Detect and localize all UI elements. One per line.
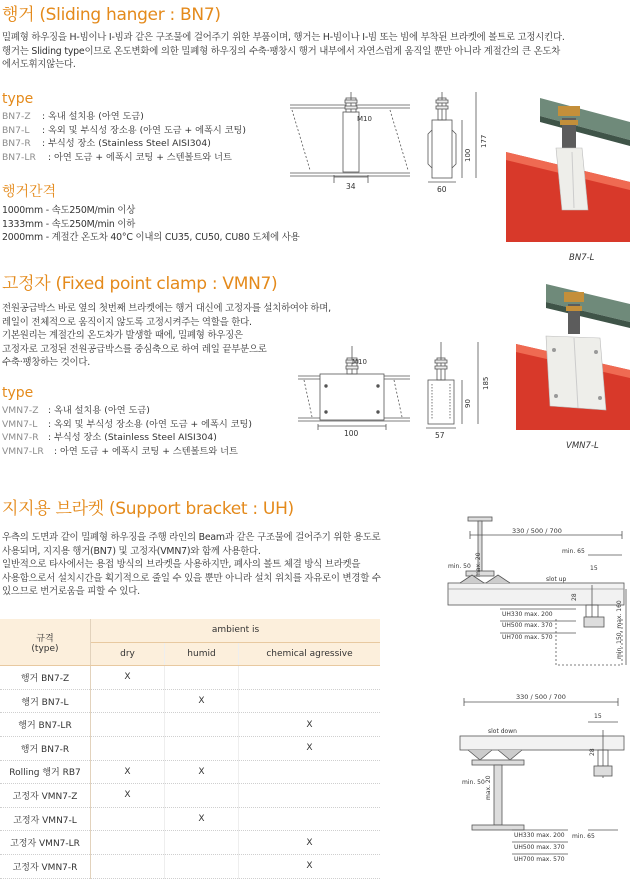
type-row	[2, 110, 246, 124]
dim-label: UH330 max. 200	[502, 611, 553, 618]
table-row	[0, 854, 380, 878]
dim-label: min. 65	[572, 833, 595, 840]
bracket-para-line: 일반적으로 타사에서는 용접 방식의 브라켓을 사용하지만, 폐사의 볼트 체결 방식 브라켓을	[2, 559, 361, 571]
clamp-drawing	[298, 338, 508, 440]
row-name: 행거 BN7-LR	[0, 713, 91, 737]
row-name: 행거 BN7-R	[0, 736, 91, 760]
dim-label: UH700 max. 570	[502, 634, 553, 641]
table-header-chemical: chemical agressive	[239, 642, 381, 666]
dim-label: min. 150, max. 160	[616, 600, 623, 659]
cell-chemical	[239, 760, 381, 784]
table-row	[0, 666, 380, 690]
type-desc: : 옥외 및 부식성 장소용 (아연 도금 + 에폭시 코팅)	[48, 418, 252, 430]
dim-label: 177	[480, 134, 488, 148]
hanger-description	[2, 31, 627, 72]
cell-humid	[165, 666, 239, 690]
table-row	[0, 736, 380, 760]
table-header-ambient: ambient is	[91, 619, 381, 642]
type-row	[2, 431, 252, 445]
cell-chemical: X	[239, 831, 381, 855]
cell-chemical: X	[239, 854, 381, 878]
clamp-para-line: 레일이 전체적으로 움직이지 않도록 고정시켜주는 역할을 한다.	[2, 316, 252, 328]
cell-dry	[91, 831, 165, 855]
cell-humid	[165, 784, 239, 808]
hanger-spacing-list	[2, 204, 299, 245]
cell-dry	[91, 807, 165, 831]
type-code: VMN7-R	[2, 432, 39, 444]
dim-label: 100	[464, 148, 472, 162]
cell-chemical	[239, 666, 381, 690]
dim-label: min. 50	[448, 563, 471, 570]
dim-label: 60	[437, 185, 447, 194]
type-desc: : 부식성 장소 (Stainless Steel AISI304)	[48, 432, 217, 444]
clamp-para-line: 기본원리는 계절간의 온도차가 발생할 때에, 밀폐형 하우징은	[2, 330, 243, 342]
type-code: VMN7-L	[2, 418, 38, 430]
hanger-type-heading: type	[2, 91, 34, 107]
dim-label: min. 65	[562, 548, 585, 555]
bracket-para-line: 우측의 도면과 같이 밀폐형 하우징을 주행 라인의 Beam과 같은 구조물에 걸어주기 위한 용도로	[2, 532, 381, 543]
cell-dry: X	[91, 666, 165, 690]
table-header-humid: humid	[165, 642, 239, 666]
cell-dry	[91, 736, 165, 760]
type-code: BN7-L	[2, 124, 30, 136]
cell-humid	[165, 736, 239, 760]
dim-label: UH330 max. 200	[514, 832, 565, 839]
hanger-para-line: 에서도휘지않는다.	[2, 59, 76, 71]
clamp-para-line: 수축·팽창하는 것이다.	[2, 357, 91, 369]
dim-label: 330 / 500 / 700	[516, 693, 566, 701]
type-desc: : 아연 도금 + 에폭시 코팅 + 스텐볼트와 너트	[54, 445, 238, 457]
type-code: BN7-R	[2, 138, 31, 150]
cell-chemical	[239, 689, 381, 713]
table-header-dry: dry	[91, 642, 165, 666]
clamp-photo-caption: VMN7-L	[566, 441, 599, 451]
type-desc: : 부식성 장소 (Stainless Steel AISI304)	[42, 138, 211, 150]
spacing-line: 1333mm - 속도250M/min 이하	[2, 218, 136, 230]
row-name: 고정자 VMN7-R	[0, 854, 91, 878]
type-desc: : 아연 도금 + 에폭시 코팅 + 스텐볼트와 너트	[48, 151, 232, 163]
bracket-drawing-slot-up	[440, 515, 630, 670]
dim-label: 34	[346, 182, 356, 191]
header-spec-label: 규격	[36, 633, 54, 644]
hanger-title: 행거 (Sliding hanger : BN7)	[2, 5, 221, 25]
clamp-para-line: 전원공급박스 바로 옆의 첫번째 브라켓에는 행거 대신에 고정자를 설치하여야 하며,	[2, 303, 331, 314]
type-desc: : 옥외 및 부식성 장소용 (아연 도금 + 에폭시 코팅)	[42, 124, 246, 136]
hanger-drawing	[290, 90, 500, 195]
dim-label: 15	[590, 565, 598, 572]
hanger-para-line: 행거는 Sliding type이므로 온도변화에 의한 밀폐형 하우징의 수축·팽창시 행거 내부에서 자연스럽게 움직일 뿐만 아니라 계절간의 큰 온도차	[2, 45, 561, 57]
bracket-drawing-slot-down	[448, 690, 630, 870]
row-name: Rolling 행거 RB7	[0, 760, 91, 784]
row-name: 행거 BN7-Z	[0, 666, 91, 690]
cell-humid	[165, 854, 239, 878]
type-row	[2, 151, 246, 165]
row-name: 행거 BN7-L	[0, 689, 91, 713]
type-row	[2, 404, 252, 418]
hanger-photo-caption: BN7-L	[569, 253, 595, 263]
cell-dry	[91, 713, 165, 737]
row-name: 고정자 VMN7-L	[0, 807, 91, 831]
clamp-para-line: 고정자로 고정된 전원공급박스를 중심축으로 하여 레일 끝부분으로	[2, 343, 267, 355]
bracket-title: 지지용 브라켓 (Support bracket : UH)	[2, 499, 294, 519]
cell-humid	[165, 713, 239, 737]
cell-humid: X	[165, 807, 239, 831]
dim-label: max. 20	[485, 775, 492, 800]
dim-label: 330 / 500 / 700	[512, 527, 562, 535]
dim-label: 90	[464, 399, 472, 408]
dim-label: M10	[352, 358, 367, 366]
dim-label: 15	[594, 713, 602, 720]
table-header-spec	[0, 619, 91, 666]
dim-label: max. 20	[475, 552, 482, 577]
bracket-para-line: 사용함으로서 설치시간을 획기적으로 줄일 수 있을 뿐만 아니라 설치 위치를 자유로이 변경할 수	[2, 572, 381, 584]
spacing-line: 1000mm - 속도250M/min 이상	[2, 205, 136, 216]
cell-dry	[91, 854, 165, 878]
header-spec-sub: (type)	[31, 643, 59, 654]
dim-label: UH500 max. 370	[514, 844, 565, 851]
dim-label: 28	[589, 748, 596, 756]
cell-chemical: X	[239, 713, 381, 737]
type-code: BN7-LR	[2, 151, 36, 163]
row-name: 고정자 VMN7-Z	[0, 784, 91, 808]
type-row	[2, 418, 252, 432]
clamp-photo	[516, 280, 630, 430]
cell-chemical	[239, 807, 381, 831]
clamp-type-list	[2, 404, 252, 458]
hanger-spacing-heading: 행거간격	[2, 184, 57, 200]
dim-label: UH700 max. 570	[514, 856, 565, 863]
dim-label: M10	[357, 115, 372, 123]
cell-humid	[165, 831, 239, 855]
dim-label: min. 50	[462, 779, 485, 786]
dim-label: 185	[482, 376, 490, 390]
type-code: VMN7-LR	[2, 445, 44, 457]
cell-humid: X	[165, 689, 239, 713]
cell-dry: X	[91, 760, 165, 784]
cell-dry	[91, 689, 165, 713]
type-desc: : 옥내 설치용 (아연 도금)	[42, 111, 144, 122]
cell-dry: X	[91, 784, 165, 808]
hanger-photo	[506, 92, 630, 242]
dim-label: 28	[571, 593, 578, 601]
dim-label: 57	[435, 431, 445, 440]
type-code: VMN7-Z	[2, 405, 39, 416]
table-row	[0, 760, 380, 784]
table-row	[0, 689, 380, 713]
table-row	[0, 784, 380, 808]
dim-label: slot down	[488, 728, 517, 735]
bracket-description	[2, 531, 381, 599]
clamp-description	[2, 302, 331, 370]
table-row	[0, 807, 380, 831]
type-desc: : 옥내 설치용 (아연 도금)	[48, 405, 150, 416]
bracket-para-line: 사용되며, 지지용 행거(BN7) 및 고정자(VMN7)와 함께 사용한다.	[2, 545, 261, 557]
type-row	[2, 137, 246, 151]
row-name: 고정자 VMN7-LR	[0, 831, 91, 855]
dim-label: 100	[344, 429, 359, 438]
dim-label: UH500 max. 370	[502, 622, 553, 629]
bracket-para-line: 있으므로 번거로움을 피할 수 있다.	[2, 586, 140, 598]
cell-chemical	[239, 784, 381, 808]
type-row	[2, 445, 252, 459]
spacing-line: 2000mm - 계절간 온도차 40°C 이내의 CU35, CU50, CU80 도체에 사용	[2, 232, 300, 244]
table-row	[0, 831, 380, 855]
cell-chemical: X	[239, 736, 381, 760]
type-row	[2, 124, 246, 138]
table-row	[0, 713, 380, 737]
type-code: BN7-Z	[2, 111, 31, 122]
clamp-type-heading: type	[2, 385, 34, 401]
hanger-type-list	[2, 110, 246, 164]
clamp-title: 고정자 (Fixed point clamp : VMN7)	[2, 274, 278, 294]
ambient-table	[0, 619, 380, 879]
dim-label: slot up	[546, 576, 567, 583]
hanger-para-line: 밀폐형 하우징을 H-빔이나 I-빔과 같은 구조물에 걸어주기 위한 부품이며, 행거는 H-빔이나 I-빔 또는 빔에 부착된 브라켓에 볼트로 고정시킨다.	[2, 32, 565, 43]
cell-humid: X	[165, 760, 239, 784]
